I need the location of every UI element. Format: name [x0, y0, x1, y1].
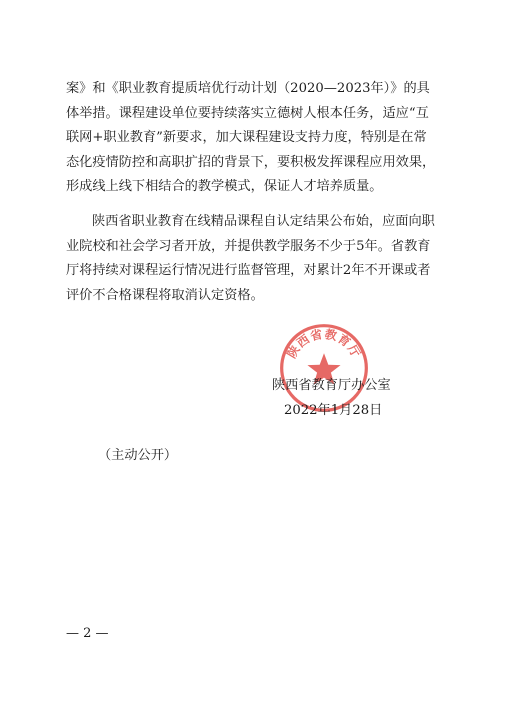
- paragraph-line: 案》和《职业教育提质培优行动计划（2020—2023年）》的具: [66, 81, 430, 96]
- paragraph-line: 态化疫情防控和高职扩招的背景下，要积极发挥课程应用效果，: [66, 154, 436, 170]
- paragraph-1: [66, 77, 446, 200]
- signature-date: 2022年1月28日: [284, 403, 383, 418]
- paragraph-line: 形成线上线下相结合的教学模式，保证人才培养质量。: [66, 179, 383, 194]
- paragraph-line: 陕西省职业教育在线精品课程自认定结果公布始，应面向职: [92, 214, 435, 229]
- paragraph-2: [66, 210, 446, 308]
- paragraph-line: 业院校和社会学习者开放，并提供教学服务不少于5年。省教育: [66, 238, 431, 254]
- paragraph-line: 联网+职业教育”新要求，加大课程建设支持力度，特别是在常: [66, 130, 427, 145]
- paragraph-line: 厅将持续对课程运行情况进行监督管理，对累计2年不开课或者: [66, 263, 431, 278]
- paragraph-line: 评价不合格课程将取消认定资格。: [66, 287, 264, 303]
- disclosure-note: （主动公开）: [98, 448, 178, 463]
- paragraph-line: 体举措。课程建设单位要持续落实立德树人根本任务，适应“互: [66, 105, 429, 121]
- page-number: — 2 —: [66, 626, 109, 641]
- seal-text: 陕西省教育厅: [284, 326, 364, 361]
- signature-organization: 陕西省教育厅办公室: [272, 378, 391, 393]
